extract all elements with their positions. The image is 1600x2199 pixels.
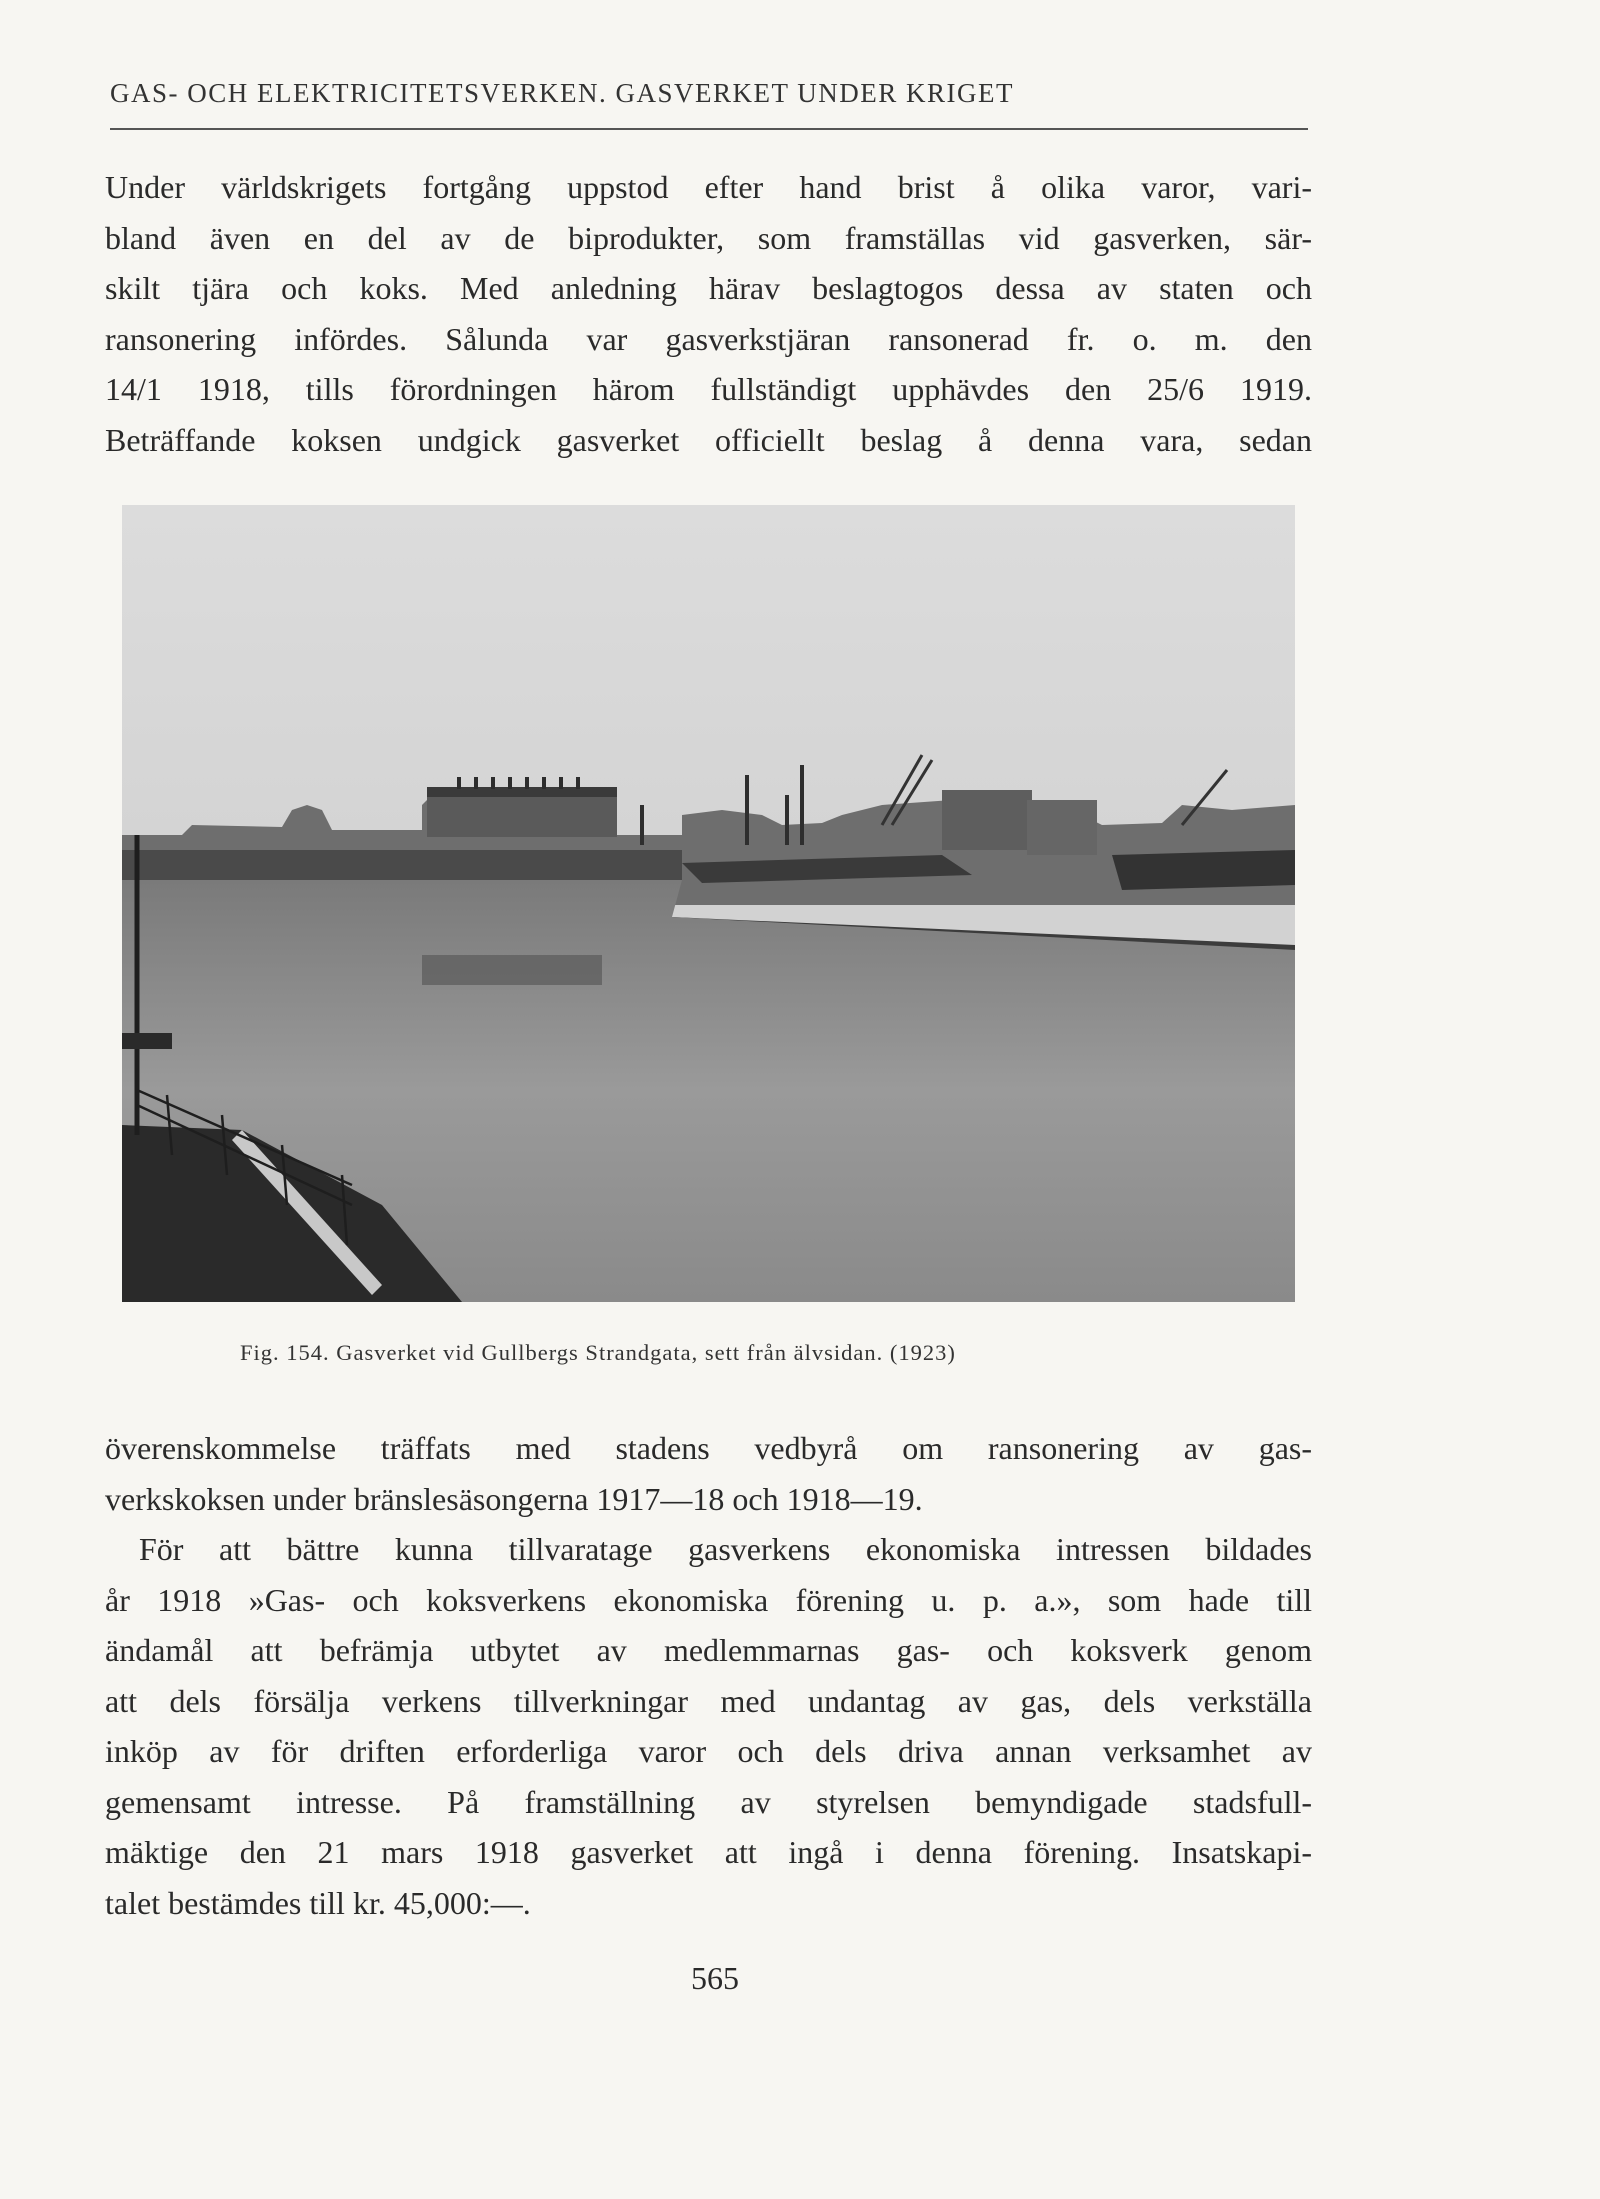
text-line: år 1918 »Gas- och koksverkens ekonomiska förening u. p. a.», som hade till xyxy=(105,1581,1312,1618)
paragraph-continued xyxy=(105,1423,1312,1524)
text-line: verkskoksen under bränslesäsongerna 1917—18 och 1918—19. xyxy=(105,1480,923,1517)
text-line: 14/1 1918, tills förordningen härom fullständigt upphävdes den 25/6 1919. xyxy=(105,371,1312,407)
page-number: 565 xyxy=(691,1960,739,1996)
text-line: talet bestämdes till kr. 45,000:—. xyxy=(105,1884,531,1921)
text-line: mäktige den 21 mars 1918 gasverket att ingå i denna förening. Insatskapi- xyxy=(105,1834,1312,1870)
text-line: För att bättre kunna tillvaratage gasverkens ekonomiska intressen bildades xyxy=(139,1531,1312,1567)
text-line: gemensamt intresse. På framställning av styrelsen bemyndigade stadsfull- xyxy=(105,1783,1312,1820)
text-line: Under världskrigets fortgång uppstod efter hand brist å olika varor, vari- xyxy=(105,169,1312,205)
text-line: skilt tjära och koks. Med anledning härav beslagtogos dessa av staten och xyxy=(105,270,1312,306)
figure-caption: Fig. 154. Gasverket vid Gullbergs Strandgata, sett från älvsidan. (1923) xyxy=(240,1340,956,1365)
text-line: ändamål att befrämja utbytet av medlemmarnas gas- och koksverk genom xyxy=(105,1632,1312,1668)
paragraph-top xyxy=(105,162,1312,465)
text-line: inköp av för driften erforderliga varor och dels driva annan verksamhet av xyxy=(105,1733,1312,1769)
paragraph-bottom xyxy=(105,1524,1312,1928)
text-line: att dels försälja verkens tillverkningar med undantag av gas, dels verkställa xyxy=(105,1682,1312,1719)
header-rule xyxy=(110,128,1308,130)
text-line: överenskommelse träffats med stadens vedbyrå om ransonering av gas- xyxy=(105,1430,1312,1466)
text-line: Beträffande koksen undgick gasverket officiellt beslag å denna vara, sedan xyxy=(105,421,1312,458)
harbor-photograph xyxy=(122,505,1295,1302)
running-header: GAS- OCH ELEKTRICITETSVERKEN. GASVERKET UNDER KRIGET xyxy=(110,78,1014,108)
text-line: ransonering infördes. Sålunda var gasverkstjäran ransonerad fr. o. m. den xyxy=(105,320,1312,357)
text-line: bland även en del av de biprodukter, som framställas vid gasverken, sär- xyxy=(105,219,1312,256)
